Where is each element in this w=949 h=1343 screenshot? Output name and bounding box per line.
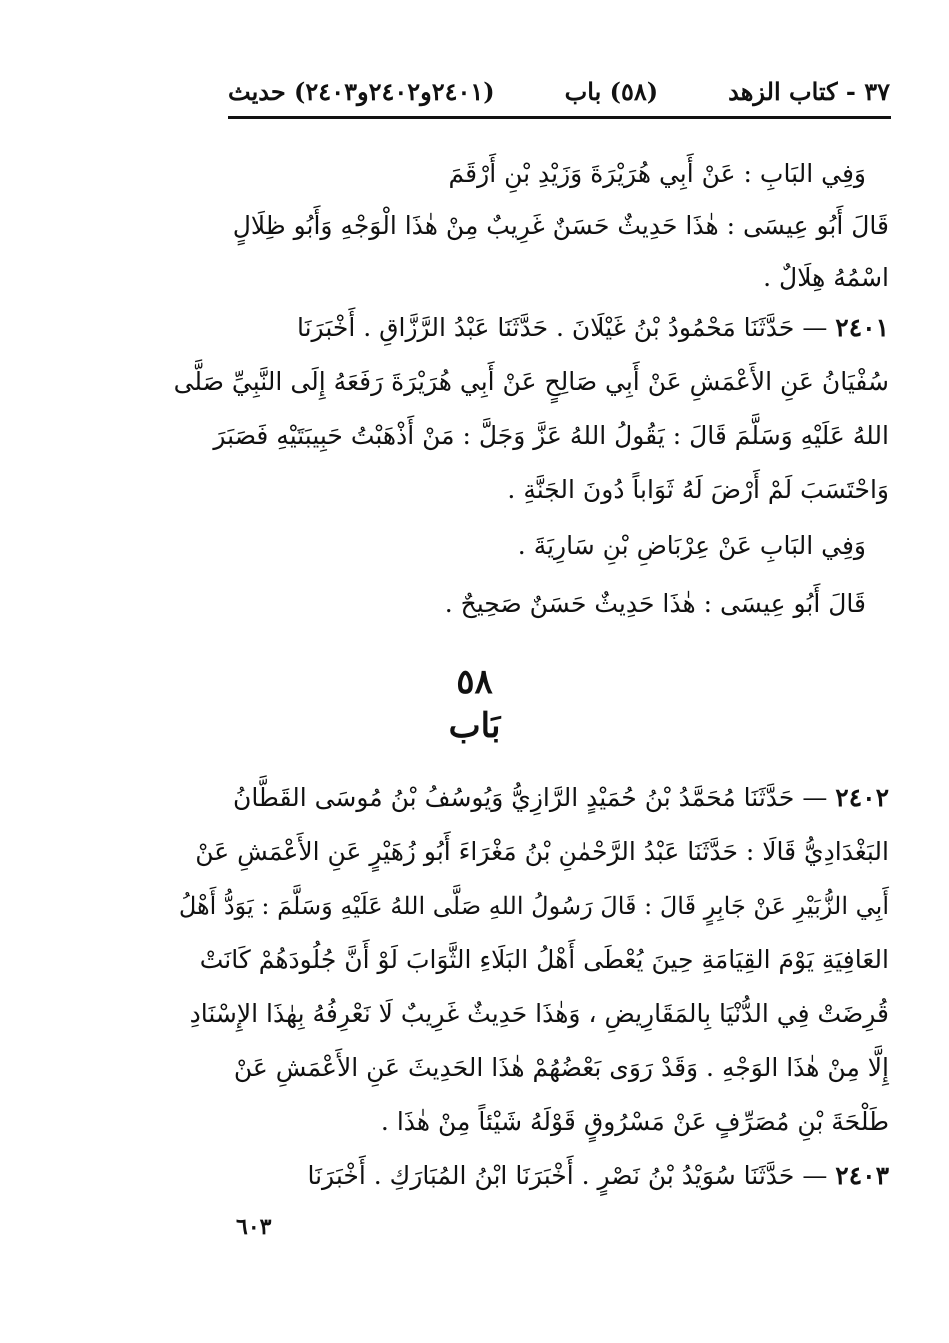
grading-line-cont: اسْمُهُ هِلَالٌ . <box>763 263 889 292</box>
hadith-text: — حَدَّثَنَا سُوَيْدُ بْنُ نَصْرٍ . أَخْبَرَنَا ابْنُ المُبَارَكِ . أَخْبَرَنَا <box>307 1161 828 1190</box>
header-rule <box>228 116 891 119</box>
hadith-2402-line-7: طَلْحَةَ بْنِ مُصَرِّفٍ عَنْ مَسْرُوقٍ قَوْلَهُ شَيْئاً مِنْ هٰذَا . <box>380 1107 889 1136</box>
header-chapter: ٣٧ - كتاب الزهد <box>728 76 890 106</box>
section-title: بَاب <box>448 706 501 746</box>
hadith-text: — حَدَّثَنَا مُحَمَّدُ بْنُ حُمَيْدٍ الرَّازِيُّ وَيُوسُفُ بْنُ مُوسَى القَطَّانُ <box>232 783 828 812</box>
running-header <box>228 68 890 114</box>
grading-line: قَالَ أَبُو عِيسَى : هٰذَا حَدِيثٌ حَسَنٌ غَرِيبٌ مِنْ هٰذَا الْوَجْهِ وَأَبُو ظِلَالٍ <box>232 211 889 240</box>
hadith-2402-line-1 <box>233 772 889 824</box>
hadith-2402-line-2: البَغْدَادِيُّ قَالَا : حَدَّثَنَا عَبْدُ الرَّحْمٰنِ بْنُ مَغْرَاءَ أَبُو زُهَيْرٍ عَنِ الأَعْمَشِ عَنْ <box>195 837 889 866</box>
hadith-2401-line-4: وَاحْتَسَبَ لَمْ أَرْضَ لَهُ ثَوَاباً دُونَ الجَنَّةِ . <box>507 475 889 504</box>
page-number: ٦٠٣ <box>236 1214 272 1240</box>
hadith-2401-line-1 <box>297 302 889 354</box>
hadith-number: ٢٤٠٢ <box>835 783 889 812</box>
hadith-2402-line-5: قُرِضَتْ فِي الدُّنْيَا بِالمَقَارِيضِ ، وَهٰذَا حَدِيثٌ غَرِيبٌ لَا نَعْرِفُهُ بِهٰذَا الإِسْنَادِ <box>189 999 889 1028</box>
header-section: (٥٨) باب <box>564 76 659 106</box>
hadith-2402-line-3: أَبِي الزُّبَيْرِ عَنْ جَابِرٍ قَالَ : قَالَ رَسُولُ اللهِ صَلَّى اللهُ عَلَيْهِ وَسَلَّمَ : يَوَدُّ أَهْلُ <box>178 892 889 920</box>
hadith-text: — حَدَّثَنَا مَحْمُودُ بْنُ غَيْلَانَ . حَدَّثَنَا عَبْدُ الرَّزَّاقِ . أَخْبَرَنَا <box>296 313 828 342</box>
header-hadith-range: (٢٤٠١و٢٤٠٢و٢٤٠٣) حديث <box>228 76 495 106</box>
hadith-number: ٢٤٠١ <box>835 313 889 342</box>
hadith-2401-grading: قَالَ أَبُو عِيسَى : هٰذَا حَدِيثٌ حَسَنٌ صَحِيحٌ . <box>444 589 866 618</box>
hadith-2401-chapter-note: وَفِي البَابِ عَنْ عِرْبَاضِ بْنِ سَارِيَةَ . <box>517 531 866 560</box>
section-number: ٥٨ <box>456 662 493 702</box>
hadith-2403-line-1 <box>307 1150 889 1202</box>
hadith-2401-line-2: سُفْيَانُ عَنِ الأَعْمَشِ عَنْ أَبِي صَالِحٍ عَنْ أَبِي هُرَيْرَةَ رَفَعَهُ إِلَى النَّبِيِّ صَلَّى <box>173 367 889 396</box>
hadith-number: ٢٤٠٣ <box>835 1161 889 1190</box>
hadith-2402-line-4: العَافِيَةِ يَوْمَ القِيَامَةِ حِينَ يُعْطَى أَهْلُ البَلَاءِ الثَّوَابَ لَوْ أَنَّ جُلُودَهُمْ كَانَتْ <box>199 945 889 974</box>
hadith-2402-line-6: إِلَّا مِنْ هٰذَا الوَجْهِ . وَقَدْ رَوَى بَعْضُهُمْ هٰذَا الحَدِيثَ عَنِ الأَعْمَشِ عَنْ <box>233 1053 889 1082</box>
chapter-note-line: وَفِي البَابِ : عَنْ أَبِي هُرَيْرَةَ وَزَيْدِ بْنِ أَرْقَمَ <box>448 159 866 188</box>
hadith-2401-line-3: اللهُ عَلَيْهِ وَسَلَّمَ قَالَ : يَقُولُ اللهُ عَزَّ وَجَلَّ : مَنْ أَذْهَبْتُ حَبِيبَتَيْهِ فَصَبَرَ <box>213 421 889 450</box>
